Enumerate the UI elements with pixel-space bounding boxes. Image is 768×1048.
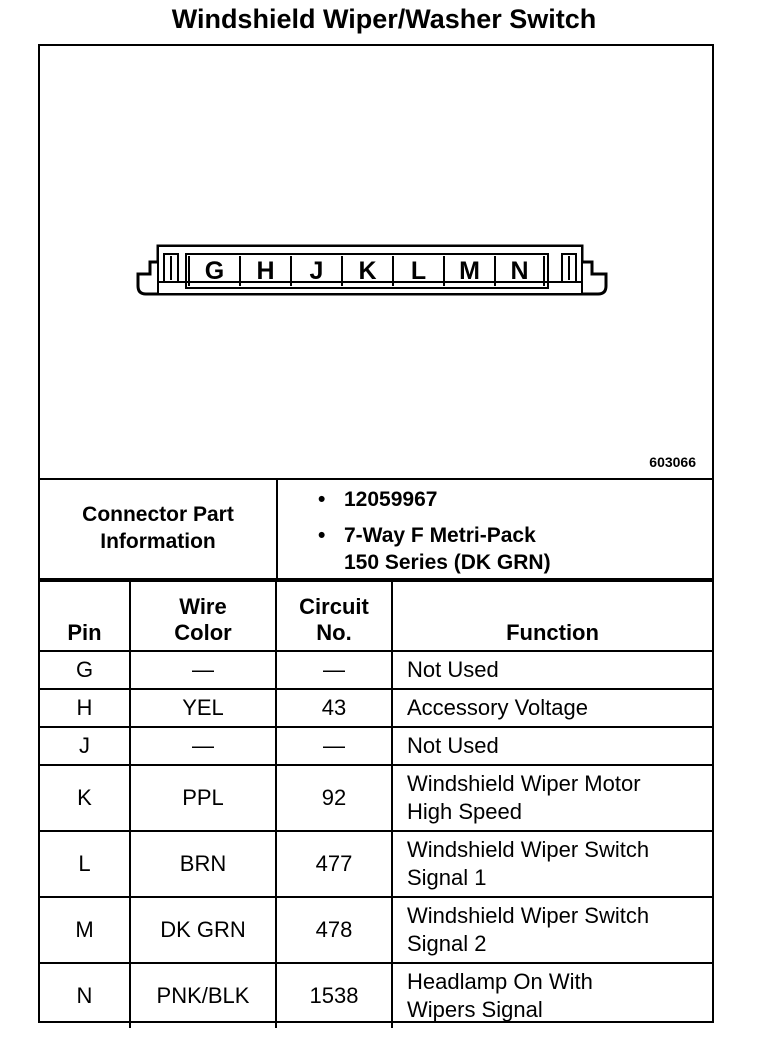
cell-wire-color: — — [130, 651, 276, 689]
connector-pin-label: G — [188, 256, 239, 286]
part-number: • 12059967 — [316, 486, 551, 513]
connector-info-label-line: Information — [100, 530, 216, 553]
connector-pin-label: K — [341, 256, 392, 286]
table-row — [40, 689, 712, 727]
table-row — [40, 831, 712, 897]
cell-wire-color: PPL — [130, 765, 276, 831]
table-row — [40, 765, 712, 831]
cell-function: Windshield Wiper Switch Signal 2 — [392, 897, 712, 963]
cell-circuit: — — [276, 651, 392, 689]
cell-function: Headlamp On With Wipers Signal — [392, 963, 712, 1028]
connector-info-label-line: Connector Part — [82, 503, 234, 526]
connector-pin-label: M — [443, 256, 494, 286]
cell-wire-color: BRN — [130, 831, 276, 897]
cell-pin: H — [40, 689, 130, 727]
connector-info-label — [40, 478, 278, 578]
connector-pin-labels — [188, 256, 545, 286]
header-pin: Pin — [40, 581, 130, 651]
figure-number: 603066 — [649, 454, 696, 470]
cell-wire-color: — — [130, 727, 276, 765]
cell-pin: J — [40, 727, 130, 765]
connector-description-line: 150 Series (DK GRN) — [344, 551, 551, 574]
connector-pin-label: H — [239, 256, 290, 286]
cell-circuit: 92 — [276, 765, 392, 831]
connector-part-info — [40, 478, 712, 580]
document-title: Windshield Wiper/Washer Switch — [171, 4, 597, 34]
cell-wire-color: PNK/BLK — [130, 963, 276, 1028]
table-row — [40, 897, 712, 963]
cell-function: Accessory Voltage — [392, 689, 712, 727]
connector-pin-label: J — [290, 256, 341, 286]
cell-function: Windshield Wiper Switch Signal 1 — [392, 831, 712, 897]
connector-drawing — [130, 238, 610, 308]
connector-sheet — [38, 44, 714, 1023]
cell-function: Not Used — [392, 651, 712, 689]
cell-circuit: 1538 — [276, 963, 392, 1028]
header-function: Function — [392, 581, 712, 651]
cell-wire-color: YEL — [130, 689, 276, 727]
cell-function: Windshield Wiper Motor High Speed — [392, 765, 712, 831]
cell-circuit: 478 — [276, 897, 392, 963]
header-circuit: Circuit No. — [276, 581, 392, 651]
connector-pin-label: L — [392, 256, 443, 286]
table-row — [40, 727, 712, 765]
connector-description-line: • 7-Way F Metri-Pack — [316, 522, 551, 549]
table-header-row — [40, 581, 712, 651]
cell-pin: M — [40, 897, 130, 963]
cell-pin: K — [40, 765, 130, 831]
cell-circuit: 43 — [276, 689, 392, 727]
cell-circuit: 477 — [276, 831, 392, 897]
cell-pin: G — [40, 651, 130, 689]
table-row — [40, 651, 712, 689]
connector-pin-label: N — [494, 256, 545, 286]
connector-info-values — [316, 486, 551, 576]
cell-pin: L — [40, 831, 130, 897]
header-wire-color: Wire Color — [130, 581, 276, 651]
connector-diagram — [40, 46, 712, 480]
cell-wire-color: DK GRN — [130, 897, 276, 963]
cell-function: Not Used — [392, 727, 712, 765]
pinout-table — [40, 580, 712, 1028]
cell-pin: N — [40, 963, 130, 1028]
cell-circuit: — — [276, 727, 392, 765]
table-row — [40, 963, 712, 1028]
